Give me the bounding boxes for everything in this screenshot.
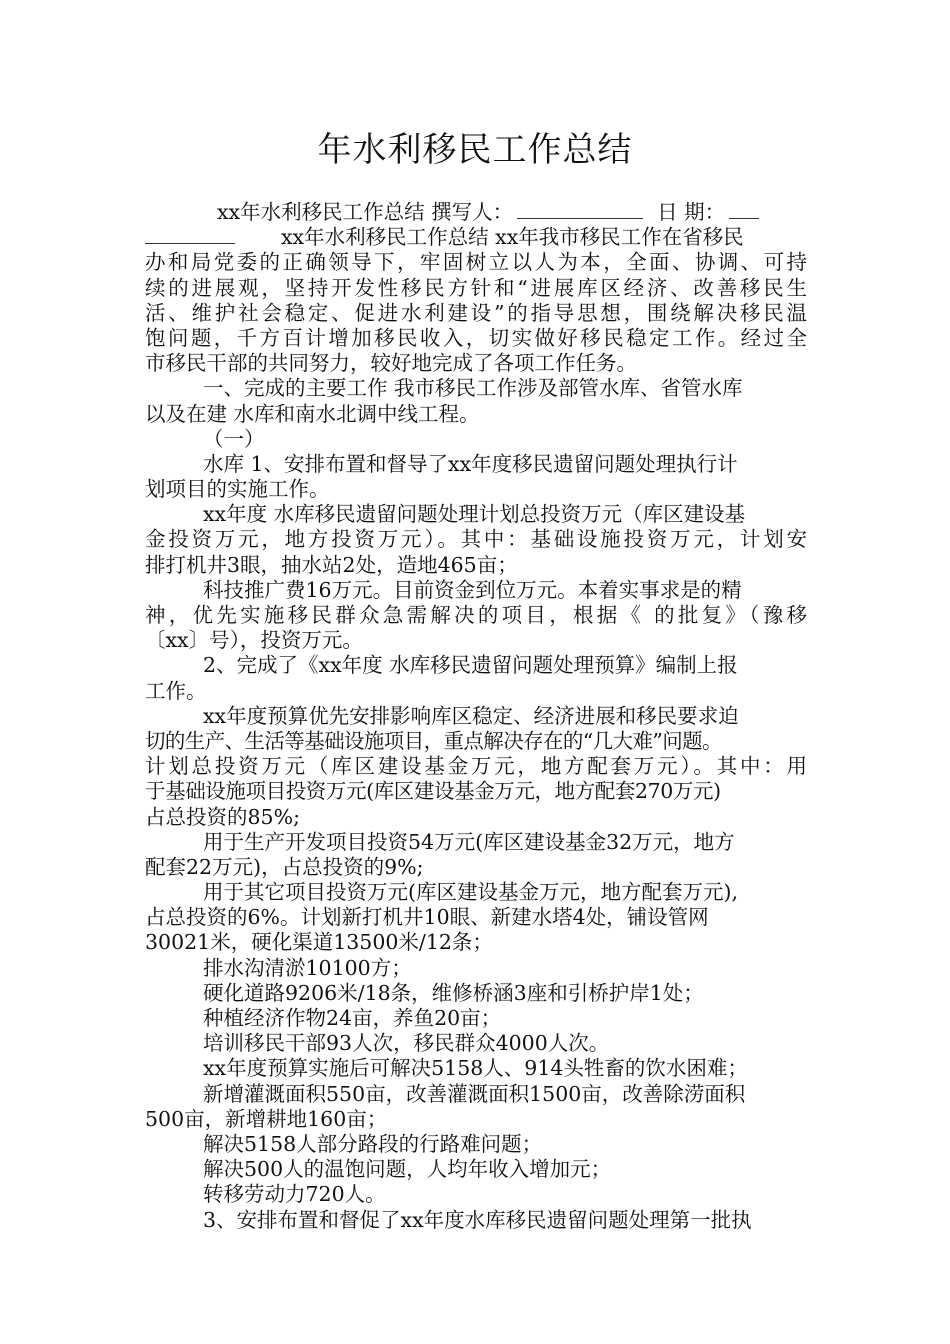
- text-line: 用于其它项目投资万元(库区建设基金万元，地方配套万元),: [203, 880, 739, 905]
- text-line: 计划总投资万元（库区建设基金万元，地方配套万元）。其中：用: [145, 754, 807, 779]
- text-line: xx年度预算实施后可解决5158人、914头牲畜的饮水困难；: [203, 1056, 748, 1081]
- text-line: 转移劳动力720人。: [203, 1182, 386, 1207]
- text-line: 新增灌溉面积550亩，改善灌溉面积1500亩，改善除涝面积: [203, 1081, 746, 1106]
- text-line: 30021米，硬化渠道13500米/12条；: [145, 930, 493, 955]
- text-line: xx年水利移民工作总结 撰写人： 日 期：: [145, 200, 807, 225]
- text-line: 于基础设施项目投资万元(库区建设基金万元，地方配套270万元): [145, 779, 721, 804]
- text-line: 活、维护社会稳定、促进水利建设”的指导思想，围绕解决移民温: [145, 300, 807, 325]
- text-line: 用于生产开发项目投资54万元(库区建设基金32万元，地方: [203, 829, 735, 854]
- text-line: 办和局党委的正确领导下，牢固树立以人为本，全面、协调、可持: [145, 250, 807, 275]
- text-line: （一）: [203, 426, 265, 451]
- date-blank-cont: [145, 225, 235, 244]
- text-line: 排水沟清淤10100方；: [203, 955, 412, 980]
- text-line: 占总投资的6%。计划新打机井10眼、新建水塔4处，铺设管网: [145, 905, 709, 930]
- document-body: [145, 200, 807, 1233]
- text-line: xx年水利移民工作总结 xx年我市移民工作在省移民: [145, 225, 807, 250]
- document-title: 年水利移民工作总结: [317, 130, 633, 170]
- text-line: 划项目的实施工作。: [145, 477, 330, 502]
- author-blank: [517, 200, 643, 219]
- text-line: 〔xx〕号），投资万元。: [145, 628, 363, 653]
- text-line: xx年度 水库移民遗留问题处理计划总投资万元（库区建设基: [203, 502, 746, 527]
- text-line: 切的生产、生活等基础设施项目，重点解决存在的“几大难”问题。: [145, 728, 722, 753]
- text-line: 神，优先实施移民群众急需解决的项目，根据《 的批复》（豫移: [145, 603, 807, 627]
- text-line: 2、完成了《xx年度 水库移民遗留问题处理预算》编制上报: [203, 653, 738, 678]
- text-line: 解决500人的温饱问题，人均年收入增加元；: [203, 1157, 612, 1182]
- text-line: 培训移民干部93人次，移民群众4000人次。: [203, 1031, 610, 1056]
- text-line: 排打机井3眼，抽水站2处，造地465亩；: [145, 552, 518, 577]
- text-line: 市移民干部的共同努力，较好地完成了各项工作任务。: [145, 351, 637, 376]
- text-line: 解决5158人部分路段的行路难问题；: [203, 1131, 543, 1156]
- text-line: 金投资万元，地方投资万元）。其中：基础设施投资万元，计划安: [145, 527, 807, 552]
- text-line: 种植经济作物24亩，养鱼20亩；: [203, 1006, 502, 1030]
- text-line: 500亩，新增耕地160亩；: [145, 1106, 388, 1131]
- text-line: 一、完成的主要工作 我市移民工作涉及部管水库、省管水库: [203, 376, 743, 401]
- text-line: 硬化道路9206米/18条，维修桥涵3座和引桥护岸1处；: [203, 980, 704, 1005]
- text-line: 配套22万元)，占总投资的9%;: [145, 854, 424, 879]
- text-line: 以及在建 水库和南水北调中线工程。: [145, 401, 480, 426]
- text-line: 3、安排布置和督促了xx年度水库移民遗留问题处理第一批执: [203, 1207, 752, 1232]
- text-line: 饱问题，千方百计增加移民收入，切实做好移民稳定工作。经过全: [145, 325, 807, 350]
- text-line: 工作。: [145, 678, 207, 703]
- date-blank: [729, 200, 759, 219]
- text-line: 占总投资的85%;: [145, 804, 300, 829]
- text-line: 续的进展观，坚持开发性移民方针和“进展库区经济、改善移民生: [145, 275, 807, 300]
- text-line: 水库 1、安排布置和督导了xx年度移民遗留问题处理执行计: [203, 451, 738, 476]
- text-line: xx年度预算优先安排影响库区稳定、经济进展和移民要求迫: [203, 703, 739, 728]
- text-line: 科技推广费16万元。目前资金到位万元。本着实事求是的精: [203, 577, 742, 602]
